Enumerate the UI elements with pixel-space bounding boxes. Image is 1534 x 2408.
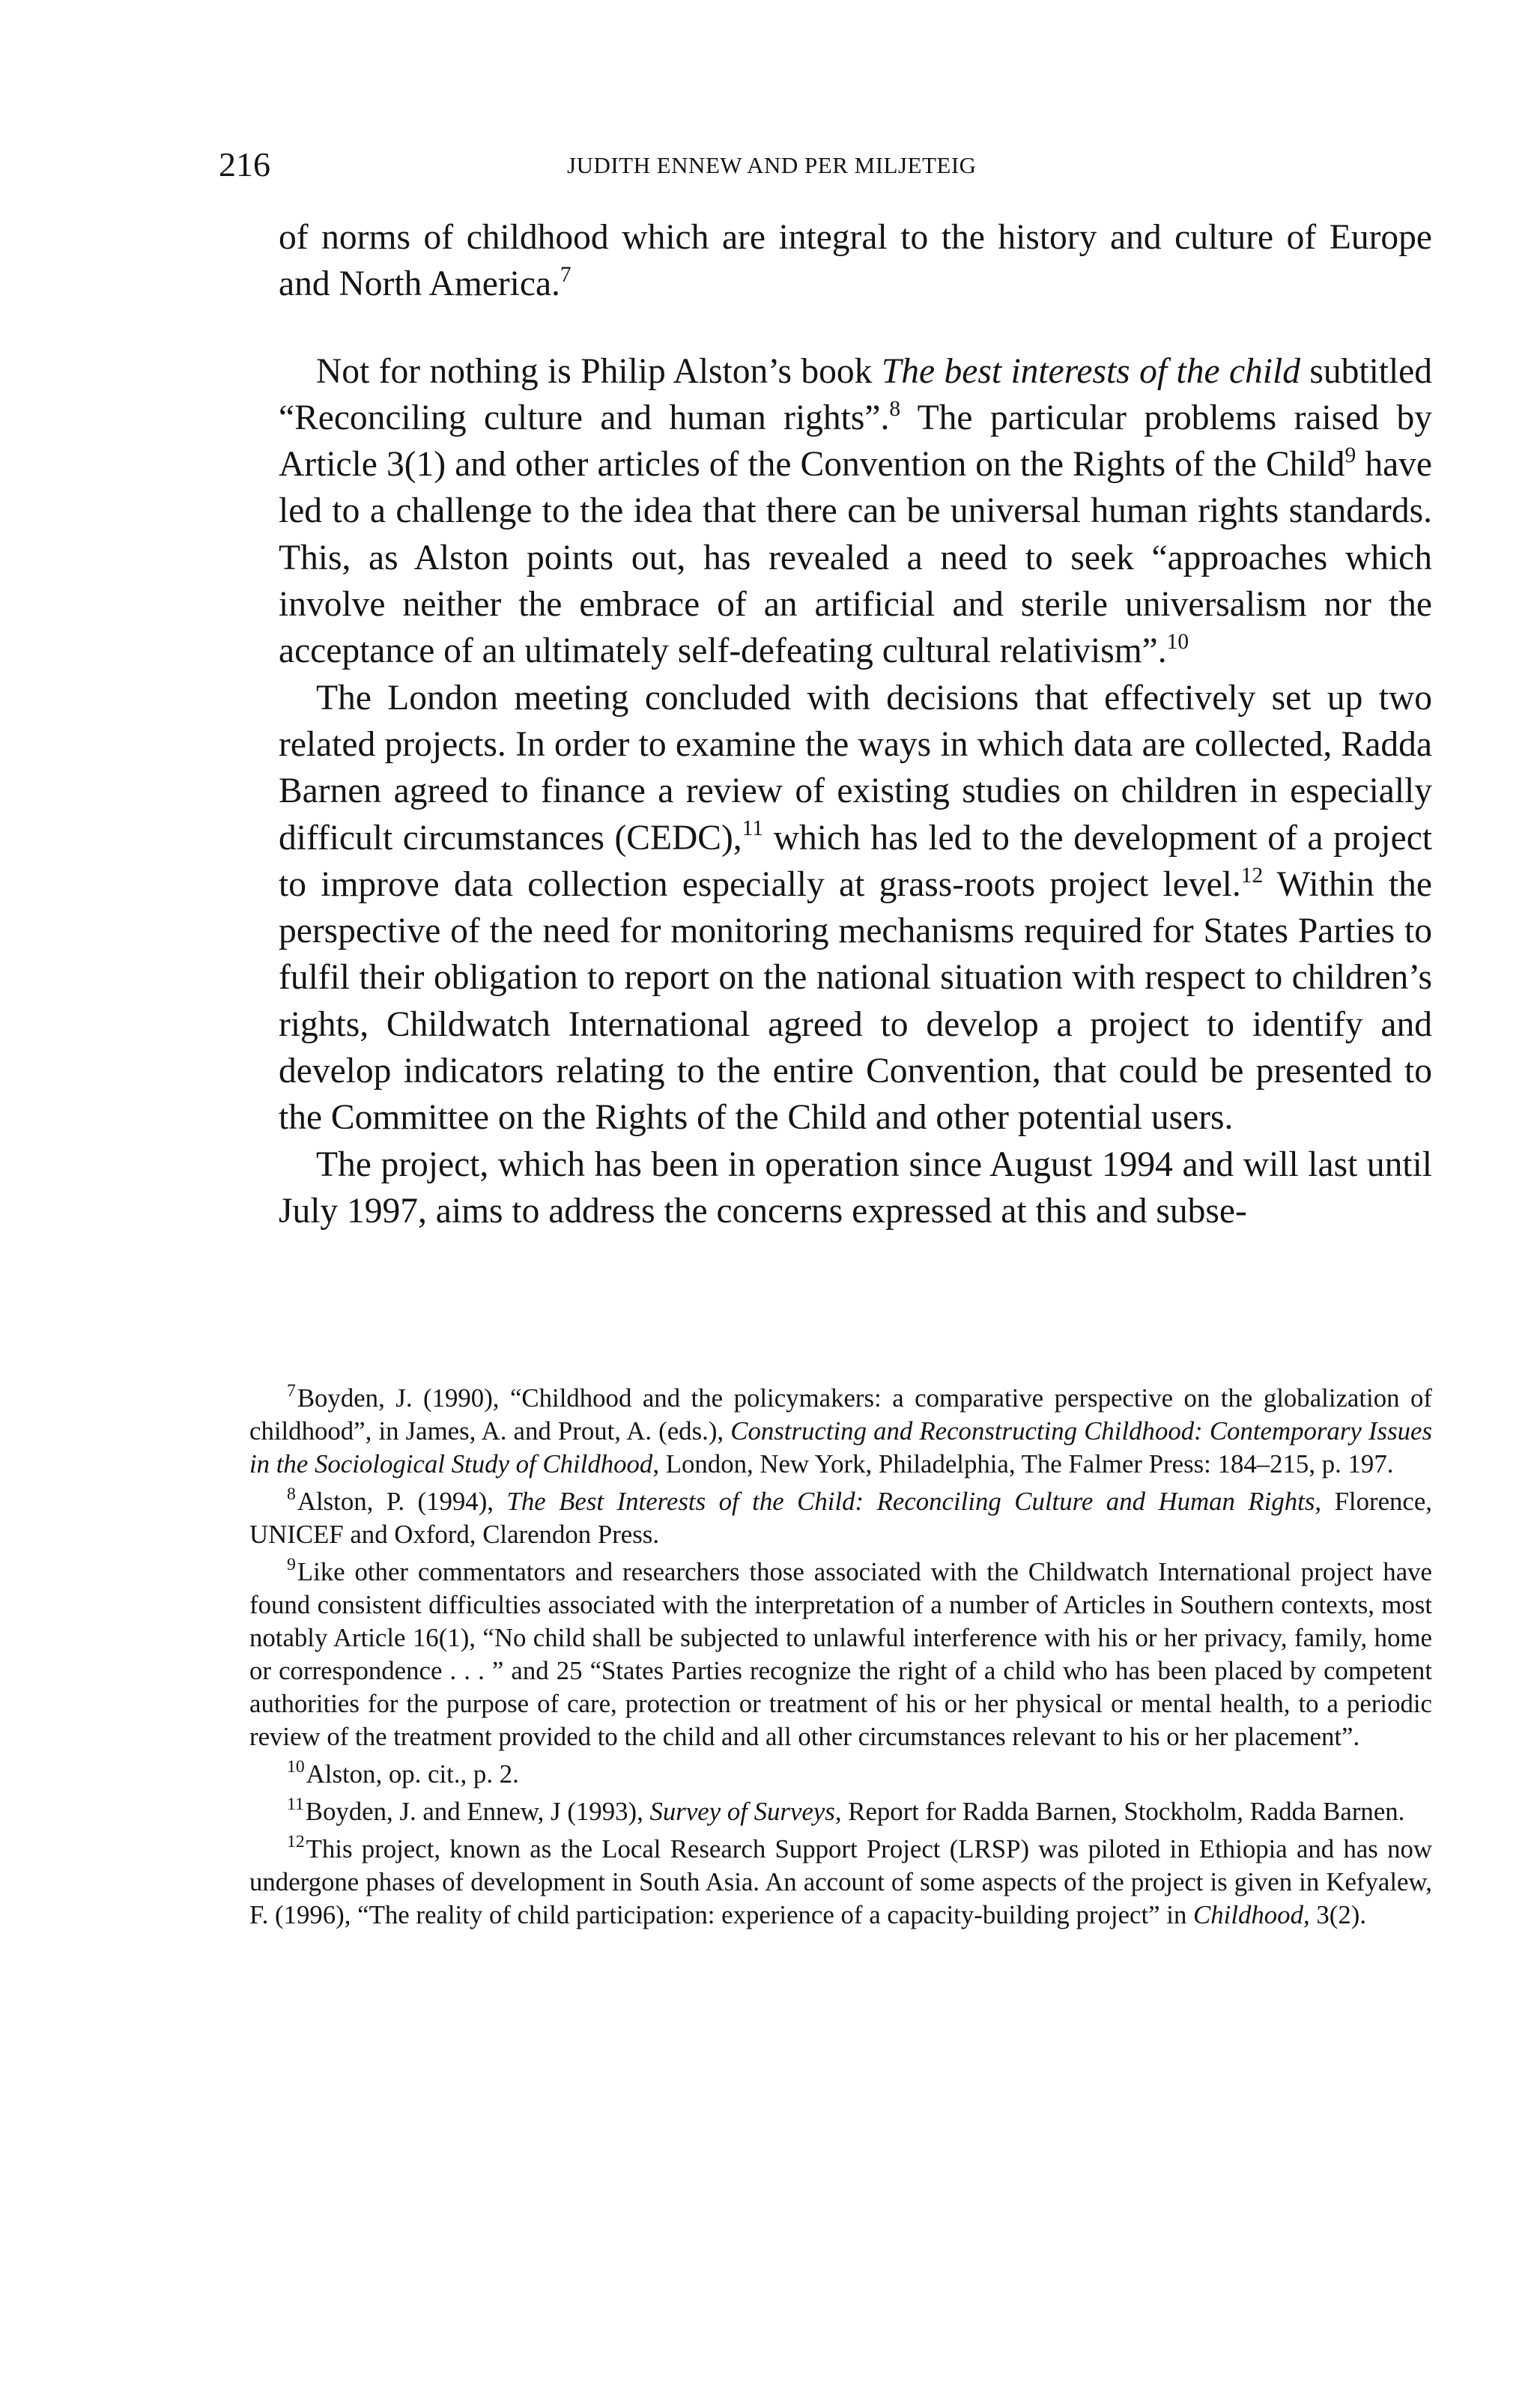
footnote-text: Alston, op. cit., p. 2. [306, 1759, 519, 1789]
paragraph-2-text-d: The particular problems raised by Article 3(1) and other articles of the Convention on the Rights of the Child [279, 398, 1432, 485]
footnote-8 [249, 1485, 1432, 1551]
footnote-text: Alston, P. (1994), [297, 1487, 507, 1516]
footnote-ref-11[interactable]: 11 [742, 816, 764, 841]
paragraph-4 [279, 1141, 1432, 1235]
footnote-ref-8[interactable]: 8 [889, 396, 901, 421]
paragraph-2-text-e: have led to a challenge to the idea that there can be universal human rights standards. This, as Alston points out, has revealed a need to seek “approaches which involve neither the embrace of an artificial and sterile universalism nor the acceptance of an ultimately self-defeating cultural relativism”. [279, 445, 1433, 671]
paragraph-3-text-c: Within the perspective of the need for monitoring mechanisms required for States Parties to fulfil their obligation to report on the national situation with respect to children’s rights, Childwatch International agreed to develop a project to identify and develop indicators relating to the entire Convention, that could be presented to the Committee on the Rights of the Child and other potential users. [279, 864, 1432, 1138]
footnote-11 [249, 1795, 1432, 1828]
paragraph-2-text-a: Not for nothing is Philip Alston’s book [316, 351, 882, 391]
footnote-number: 11 [287, 1794, 304, 1814]
footnote-7 [249, 1382, 1432, 1481]
page-header [219, 142, 1432, 187]
footnote-text: , 3(2). [1303, 1900, 1367, 1929]
paragraph-3-text-a: The London meeting concluded with decisions that effectively set up two related projects. In order to examine the ways in which data are collected, Radda Barnen agreed to finance a review of existing studies on children in especially difficult circumstances (CEDC), [279, 678, 1432, 858]
footnote-ref-7[interactable]: 7 [560, 263, 572, 288]
page-number: 216 [219, 145, 270, 184]
footnote-text: , London, New York, Philadelphia, The Falmer Press: 184–215, p. 197. [652, 1449, 1394, 1479]
footnote-ref-9[interactable]: 9 [1344, 443, 1356, 467]
footnote-title: Childhood [1193, 1900, 1303, 1929]
footnote-text: Boyden, J. (1990), “Childhood and the policymakers: a comparative perspective on the globalization of childhood”, in James, A. and Prout, A. (eds.), [249, 1383, 1432, 1446]
footnote-title: Survey of Surveys [649, 1797, 835, 1826]
footnote-10 [249, 1758, 1432, 1791]
footnote-number: 12 [287, 1831, 305, 1852]
paragraph-1 [279, 214, 1432, 308]
footnote-title: Constructing and Reconstructing Childhood: Contemporary Issues in the Sociological Study of Childhood [249, 1416, 1432, 1479]
footnote-text: This project, known as the Local Research Support Project (LRSP) was piloted in Ethiopia and has now undergone phases of development in South Asia. An account of some aspects of the project is given in Kefyalew, F. (1996), “The reality of child participation: experience of a capacity-building project” in [249, 1834, 1432, 1929]
footnote-12 [249, 1833, 1432, 1932]
body-text [279, 214, 1432, 1234]
footnote-text: Like other commentators and researchers those associated with the Childwatch International project have found consistent difficulties associated with the interpretation of a number of Articles in Southern contexts, most notably Article 16(1), “No child shall be subjected to unlawful interference with his or her privacy, family, home or correspondence . . . ” and 25 “States Parties recognize the right of a child who has been placed by competent authorities for the purpose of care, protection or treatment of his or her physical or mental health, to a periodic review of the treatment provided to the child and all other circumstances relevant to his or her placement”. [249, 1557, 1432, 1751]
paragraph-3-text-b: which has led to the development of a project to improve data collection especially at grass-roots project level. [279, 818, 1432, 904]
running-head: JUDITH ENNEW AND PER MILJETEIG [567, 152, 977, 178]
footnote-9 [249, 1556, 1432, 1753]
footnote-text: , Report for Radda Barnen, Stockholm, Radda Barnen. [834, 1797, 1405, 1826]
paragraph-2 [279, 348, 1432, 675]
footnotes [249, 1382, 1432, 1936]
paragraph-2-text-c: subtitled “Reconciling culture and human rights”. [279, 351, 1433, 437]
paragraph-4-text: The project, which has been in operation since August 1994 and will last until July 1997, aims to address the concerns expressed at this and subse- [279, 1144, 1432, 1231]
footnote-number: 8 [287, 1484, 296, 1504]
paragraph-3 [279, 675, 1432, 1141]
footnote-ref-10[interactable]: 10 [1166, 630, 1189, 655]
footnote-text: , Florence, UNICEF and Oxford, Clarendon Press. [249, 1487, 1433, 1549]
book-title-best-interests: The best interests of the child [881, 351, 1300, 391]
footnote-number: 10 [287, 1756, 305, 1777]
footnote-ref-12[interactable]: 12 [1240, 863, 1264, 888]
footnote-title: The Best Interests of the Child: Reconciling Culture and Human Rights [506, 1487, 1315, 1516]
footnote-number: 9 [287, 1554, 296, 1574]
paragraph-1-text: of norms of childhood which are integral to the history and culture of Europe and North America. [279, 218, 1432, 304]
footnote-number: 7 [287, 1380, 296, 1401]
footnote-text: Boyden, J. and Ennew, J (1993), [305, 1797, 650, 1826]
